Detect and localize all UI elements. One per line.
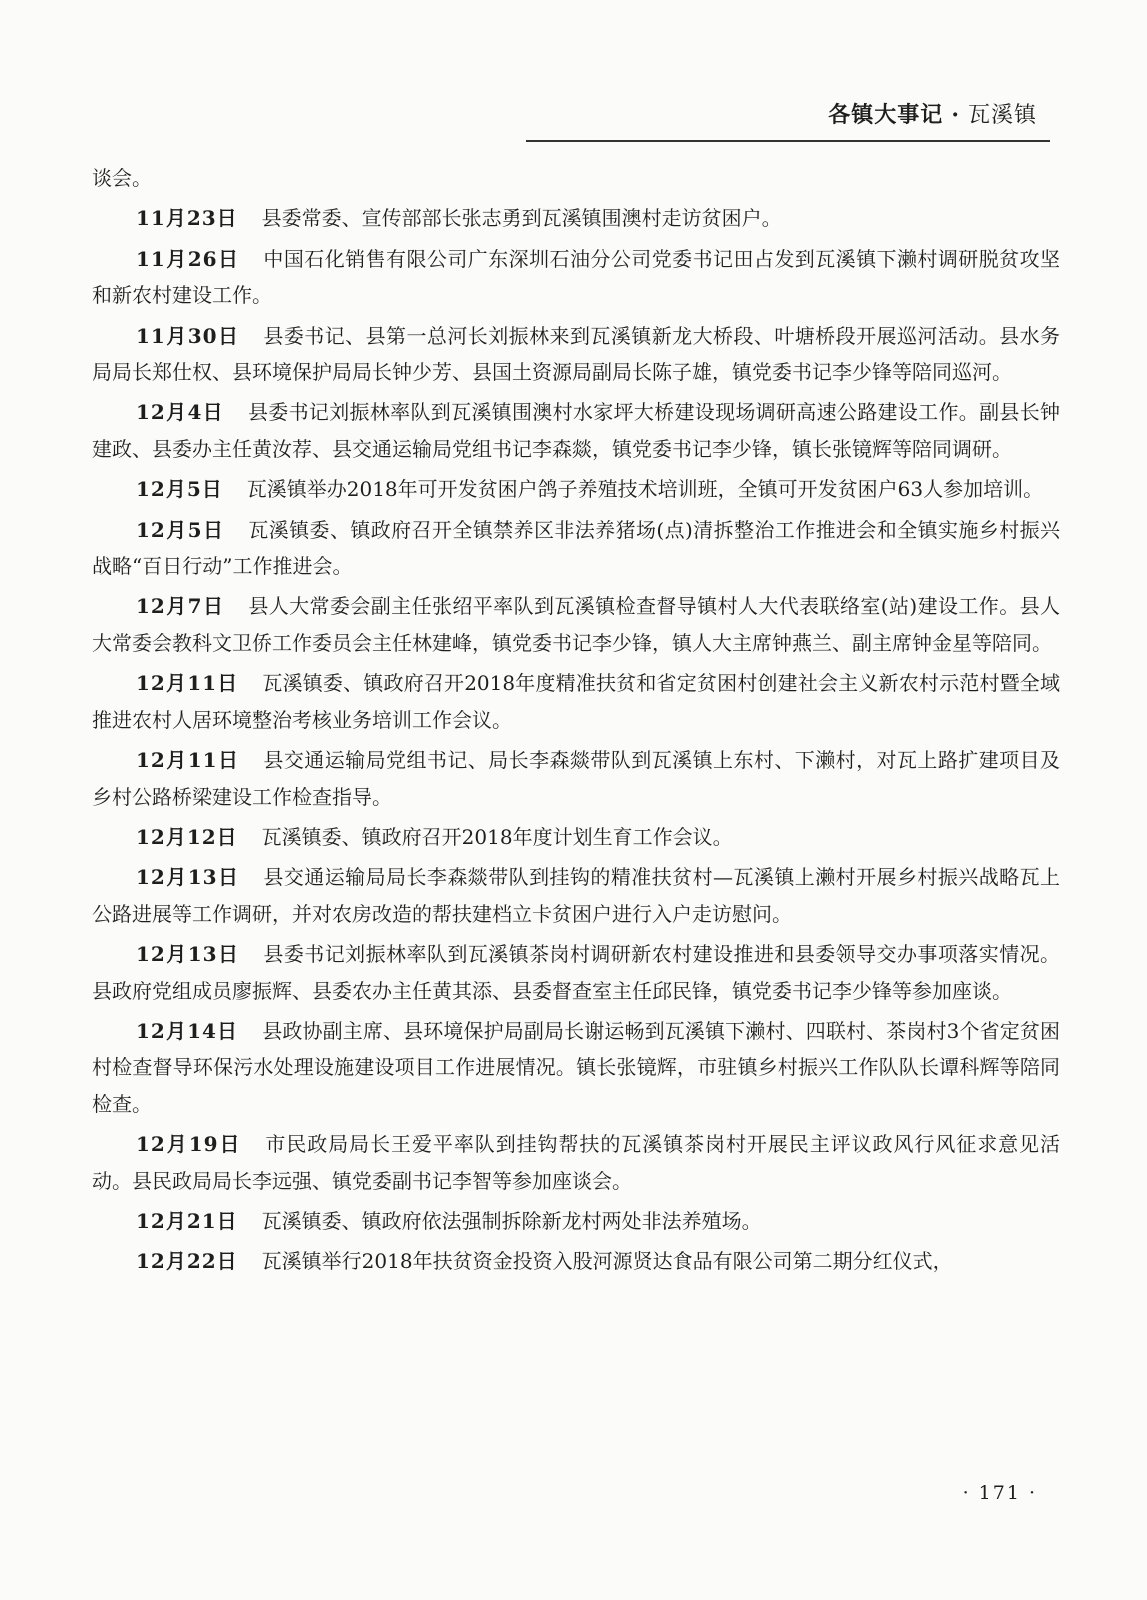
entry-list xyxy=(92,200,1060,1279)
chronicle-entry xyxy=(92,241,1060,314)
chronicle-entry xyxy=(92,742,1060,815)
entry-text: 市民政局局长王爱平率队到挂钩帮扶的瓦溪镇茶岗村开展民主评议政风行风征求意见活动。县民政局局长李远强、镇党委副书记李智等参加座谈会。 xyxy=(92,1132,1060,1193)
chronicle-entry xyxy=(92,859,1060,932)
entry-text: 瓦溪镇委、镇政府召开全镇禁养区非法养猪场(点)清拆整治工作推进会和全镇实施乡村振兴战略“百日行动”工作推进会。 xyxy=(92,517,1061,579)
page-number: · 171 · xyxy=(962,1482,1037,1504)
chronicle-entry xyxy=(92,1013,1060,1122)
chronicle-entry xyxy=(92,819,1060,855)
entry-date: 12月11日 xyxy=(136,748,240,773)
entry-date: 12月21日 xyxy=(136,1208,238,1233)
entry-date: 12月13日 xyxy=(136,865,240,890)
header-town: 瓦溪镇 xyxy=(967,103,1037,128)
entry-date: 12月22日 xyxy=(136,1249,238,1274)
entry-date: 11月30日 xyxy=(136,323,240,348)
chronicle-entry xyxy=(92,512,1060,585)
running-header xyxy=(828,98,1037,129)
entry-text: 县委书记、县第一总河长刘振林来到瓦溪镇新龙大桥段、叶塘桥段开展巡河活动。县水务局局长郑仕权、县环境保护局局长钟少芳、县国土资源局副局长陈子雄，镇党委书记李少锋等陪同巡河。 xyxy=(92,323,1061,385)
header-separator: · xyxy=(951,102,960,128)
entry-date: 12月14日 xyxy=(136,1018,239,1043)
entry-date: 12月19日 xyxy=(136,1132,242,1157)
entry-date: 12月5日 xyxy=(136,477,223,502)
entry-date: 12月5日 xyxy=(136,517,225,542)
chronicle-entry xyxy=(92,200,1060,236)
chronicle-entry xyxy=(92,1126,1060,1199)
chronicle-entry xyxy=(92,588,1060,661)
entry-date: 11月23日 xyxy=(136,206,238,231)
entry-date: 12月13日 xyxy=(136,942,240,967)
entry-text: 县委书记刘振林率队到瓦溪镇茶岗村调研新农村建设推进和县委领导交办事项落实情况。县政府党组成员廖振辉、县委农办主任黄其添、县委督查室主任邱民锋，镇党委书记李少锋等参加座谈。 xyxy=(92,942,1061,1003)
chronicle-entry xyxy=(92,1203,1060,1239)
entry-text: 县政协副主席、县环境保护局副局长谢运畅到瓦溪镇下濑村、四联村、茶岗村3个省定贫困村检查督导环保污水处理设施建设项目工作进展情况。镇长张镜辉，市驻镇乡村振兴工作队队长谭科辉等陪同检查。 xyxy=(92,1018,1060,1116)
chronicle-body xyxy=(92,160,1060,1284)
entry-text: 县人大常委会副主任张绍平率队到瓦溪镇检查督导镇村人大代表联络室(站)建设工作。县人大常委会教科文卫侨工作委员会主任林建峰，镇党委书记李少锋，镇人大主席钟燕兰、副主席钟金星等陪同。 xyxy=(92,594,1061,655)
entry-text: 中国石化销售有限公司广东深圳石油分公司党委书记田占发到瓦溪镇下濑村调研脱贫攻坚和新农村建设工作。 xyxy=(92,246,1061,308)
chronicle-entry xyxy=(92,318,1060,391)
entry-text: 瓦溪镇委、镇政府召开2018年度精准扶贫和省定贫困村创建社会主义新农村示范村暨全域推进农村人居环境整治考核业务培训工作会议。 xyxy=(92,671,1060,732)
entry-text: 县交通运输局局长李森燚带队到挂钩的精准扶贫村—瓦溪镇上濑村开展乡村振兴战略瓦上公路进展等工作调研，并对农房改造的帮扶建档立卡贫困户进行入户走访慰问。 xyxy=(92,865,1061,926)
entry-date: 12月11日 xyxy=(136,671,239,696)
entry-date: 12月7日 xyxy=(136,594,225,619)
entry-date: 12月4日 xyxy=(136,400,224,425)
entry-text: 县交通运输局党组书记、局长李森燚带队到瓦溪镇上东村、下濑村，对瓦上路扩建项目及乡村公路桥梁建设工作检查指导。 xyxy=(92,748,1061,809)
entry-text: 瓦溪镇委、镇政府依法强制拆除新龙村两处非法养殖场。 xyxy=(261,1208,762,1233)
entry-text: 县委常委、宣传部部长张志勇到瓦溪镇围澳村走访贫困户。 xyxy=(261,206,782,231)
chronicle-entry xyxy=(92,665,1060,738)
chronicle-entry xyxy=(92,471,1060,507)
entry-text: 县委书记刘振林率队到瓦溪镇围澳村水家坪大桥建设现场调研高速公路建设工作。副县长钟建政、县委办主任黄汝荐、县交通运输局党组书记李森燚，镇党委书记李少锋，镇长张镜辉等陪同调研。 xyxy=(92,400,1061,461)
chronicle-entry xyxy=(92,1243,1060,1279)
chronicle-entry xyxy=(92,394,1060,467)
header-rule xyxy=(526,140,1050,142)
header-section: 各镇大事记 xyxy=(828,102,944,128)
entry-date: 11月26日 xyxy=(136,246,240,271)
continuation-text: 谈会。 xyxy=(92,166,152,190)
entry-date: 12月12日 xyxy=(136,824,238,849)
entry-text: 瓦溪镇举行2018年扶贫资金投资入股河源贤达食品有限公司第二期分红仪式， xyxy=(261,1249,953,1274)
entry-text: 瓦溪镇举办2018年可开发贫困户鸽子养殖技术培训班，全镇可开发贫困户63人参加培训。 xyxy=(246,477,1044,502)
entry-text: 瓦溪镇委、镇政府召开2018年度计划生育工作会议。 xyxy=(261,824,733,849)
chronicle-entry xyxy=(92,936,1060,1009)
